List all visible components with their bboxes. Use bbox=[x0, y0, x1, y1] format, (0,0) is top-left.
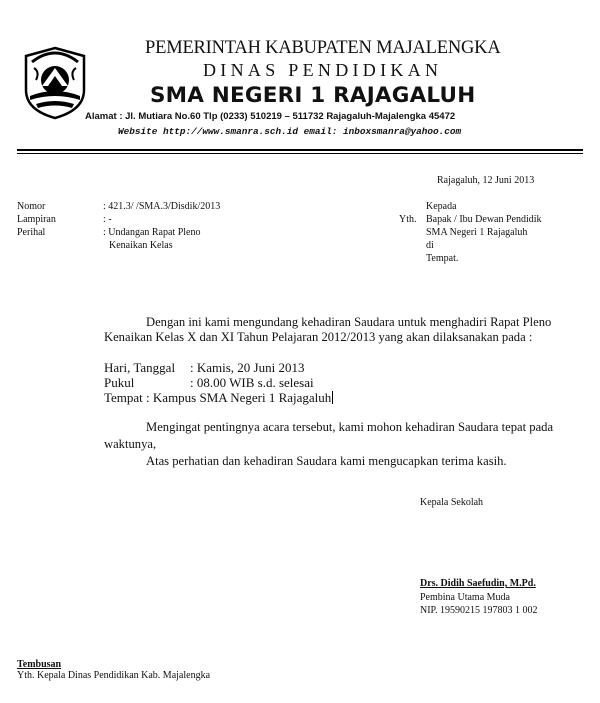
tempat-text: Tempat : Kampus SMA Negeri 1 Rajagaluh bbox=[104, 390, 332, 405]
body-para3: Atas perhatian dan kehadiran Saudara kami mengucapkan terima kasih. bbox=[146, 454, 507, 468]
cc-title: Tembusan bbox=[17, 659, 62, 670]
hari-label: Hari, Tanggal bbox=[104, 360, 176, 375]
government-heading: PEMERINTAH KABUPATEN MAJALENGKA bbox=[145, 38, 501, 58]
school-address: Alamat : Jl. Mutiara No.60 Tlp (0233) 510219 – 511732 Rajagaluh-Majalengka 45472 bbox=[85, 111, 456, 122]
department-heading: DINAS PENDIDIKAN bbox=[203, 60, 443, 80]
lampiran-label: Lampiran bbox=[17, 214, 56, 225]
text-cursor bbox=[332, 391, 333, 404]
recipient-line-2: SMA Negeri 1 Rajagaluh bbox=[426, 227, 528, 238]
recipient-line-1: Bapak / Ibu Dewan Pendidik bbox=[426, 214, 542, 225]
tempat-line[interactable] bbox=[104, 390, 333, 406]
body-para2-line1: Mengingat pentingnya acara tersebut, kami mohon kehadiran Saudara tepat pada bbox=[146, 420, 554, 434]
pukul-value: : 08.00 WIB s.d. selesai bbox=[190, 375, 314, 390]
regency-emblem-logo bbox=[22, 46, 88, 120]
nomor-label: Nomor bbox=[17, 201, 46, 212]
body-para2-line2: waktunya, bbox=[104, 437, 157, 451]
school-web-email: Website http://www.smanra.sch.id email: inboxsmanra@yahoo.com bbox=[118, 126, 462, 137]
recipient-line-4: Tempat. bbox=[426, 253, 459, 264]
recipient-yth: Yth. bbox=[399, 214, 417, 225]
signature-title: Kepala Sekolah bbox=[420, 497, 484, 508]
signature-nip: NIP. 19590215 197803 1 002 bbox=[420, 605, 538, 616]
nomor-value: : 421.3/ /SMA.3/Disdik/2013 bbox=[103, 201, 221, 212]
body-para1-line2: Kenaikan Kelas X dan XI Tahun Pelajaran 2012/2013 yang akan dilaksanakan pada : bbox=[104, 330, 533, 344]
body-para1-line1: Dengan ini kami mengundang kehadiran Saudara untuk menghadiri Rapat Pleno bbox=[146, 315, 552, 329]
lampiran-value: : - bbox=[103, 214, 112, 225]
recipient-kepada: Kepada bbox=[426, 201, 457, 212]
perihal-value: : Undangan Rapat Pleno bbox=[103, 227, 201, 238]
school-heading: SMA NEGERI 1 RAJAGALUH bbox=[150, 83, 476, 108]
cc-line-1: Yth. Kepala Dinas Pendidikan Kab. Majalengka bbox=[17, 670, 211, 681]
header-rule-thin bbox=[17, 153, 583, 154]
perihal-label: Perihal bbox=[17, 227, 46, 238]
header-rule-thick bbox=[17, 149, 583, 151]
signature-rank: Pembina Utama Muda bbox=[420, 592, 510, 603]
letter-date: Rajagaluh, 12 Juni 2013 bbox=[437, 175, 535, 186]
hari-value: : Kamis, 20 Juni 2013 bbox=[190, 360, 305, 375]
signature-name: Drs. Didih Saefudin, M.Pd. bbox=[420, 578, 536, 589]
pukul-label: Pukul bbox=[104, 375, 135, 390]
perihal-value-2: Kenaikan Kelas bbox=[109, 240, 173, 251]
recipient-line-3: di bbox=[426, 240, 434, 251]
